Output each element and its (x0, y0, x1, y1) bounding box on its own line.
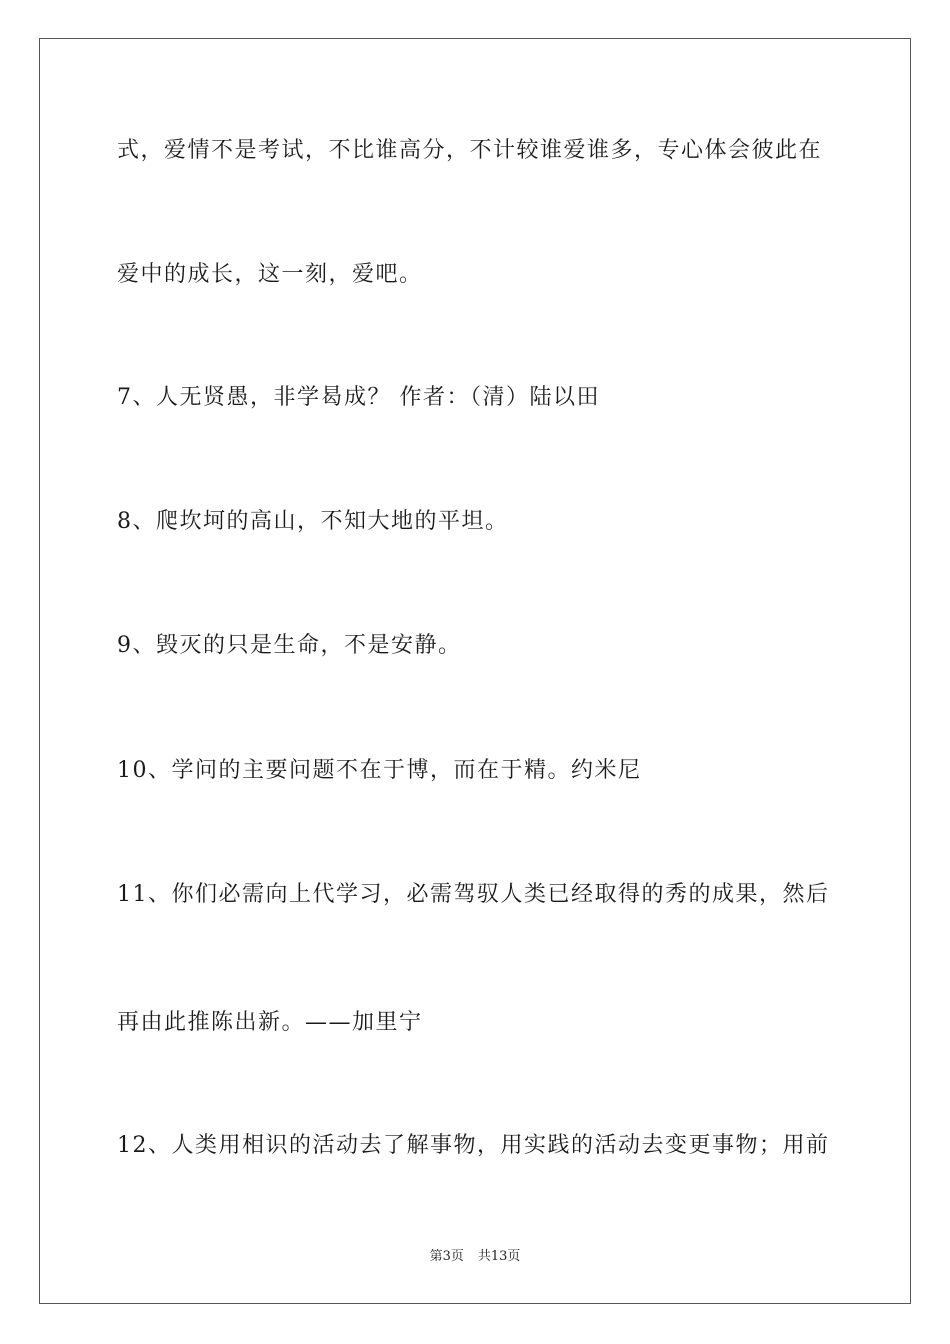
page-total: 共13页 (477, 1249, 521, 1264)
text-line-1: 式，爱情不是考试，不比谁高分，不计较谁爱谁多，专心体会彼此在 (117, 138, 823, 163)
text-line-3: 7、人无贤愚，非学曷成？ 作者：（清）陆以田 (117, 385, 600, 410)
page-footer (0, 1248, 950, 1266)
page-border (39, 38, 911, 1304)
text-line-5: 9、毁灭的只是生命，不是安静。 (117, 633, 462, 658)
text-line-2: 爱中的成长，这一刻，爱吧。 (117, 262, 423, 287)
text-line-8: 再由此推陈出新。——加里宁 (117, 1010, 423, 1035)
text-line-7: 11、你们必需向上代学习，必需驾驭人类已经取得的秀的成果，然后 (117, 882, 830, 907)
page-number: 第3页 (429, 1249, 464, 1264)
text-line-9: 12、人类用相识的活动去了解事物，用实践的活动去变更事物；用前 (117, 1133, 830, 1158)
text-line-4: 8、爬坎坷的高山，不知大地的平坦。 (117, 509, 509, 534)
text-line-6: 10、学问的主要问题不在于博，而在于精。约米尼 (117, 758, 642, 783)
